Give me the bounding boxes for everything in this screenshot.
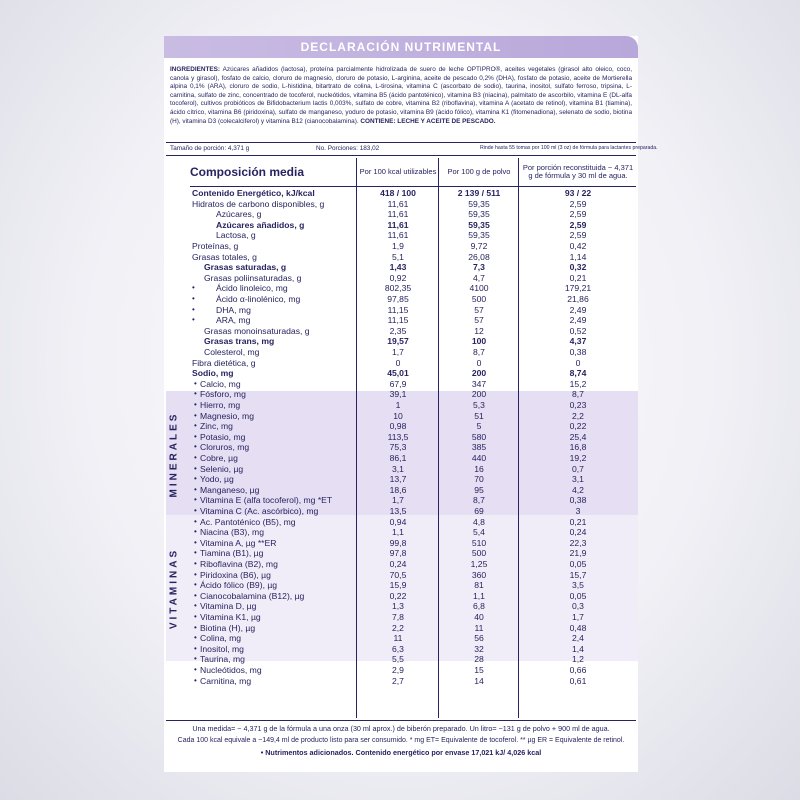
table-row	[166, 358, 636, 369]
table-row	[166, 283, 636, 294]
row-value-c3: 1,14	[569, 251, 587, 262]
row-value-c3: 2,49	[569, 304, 587, 315]
row-value-c1: 2,9	[392, 665, 404, 675]
added-nutrient-marker: •	[192, 315, 195, 325]
row-value-c1: 45,01	[387, 368, 409, 379]
table-row	[166, 570, 636, 581]
row-value-c2: 510	[471, 537, 487, 548]
row-label: Biotina (H), µg	[200, 622, 256, 633]
added-nutrient-marker: •	[194, 410, 197, 420]
row-label: Vitamina K1, µg	[200, 612, 261, 622]
row-label: Vitamina C (Ac. ascórbico), mg	[200, 506, 319, 516]
minerals-side-label: MINERALES	[168, 411, 180, 498]
row-value-c1: 15,9	[389, 580, 407, 591]
row-value-c1: 67,9	[389, 378, 407, 389]
row-value-c2: 6,8	[473, 601, 485, 612]
row-value-c2: 8,7	[473, 495, 485, 506]
row-value-c2: 56	[474, 633, 484, 644]
footer-line-1: Una medida= ~ 4,371 g de la fórmula a una onza (30 ml aprox.) de biberón preparado. Un litro= ~131 g de polvo + 900 ml de agua.	[192, 724, 610, 733]
row-value-c3: 19,2	[569, 453, 587, 463]
added-nutrient-marker: •	[194, 559, 197, 568]
table-row	[166, 442, 636, 453]
row-value-c2: 1,25	[470, 559, 488, 569]
row-label: Hierro, mg	[200, 400, 241, 410]
row-value-c3: 2,59	[569, 209, 587, 220]
table-header	[190, 158, 636, 187]
table-row	[166, 262, 636, 273]
table-row	[166, 305, 636, 316]
row-label: Cianocobalamina (B12), µg	[200, 590, 305, 601]
table-row	[166, 580, 636, 591]
row-value-c3: 0,05	[569, 559, 587, 569]
header-per-100kcal: Por 100 kcal utilizables	[359, 167, 437, 176]
row-value-c2: 69	[474, 506, 484, 516]
row-label: Ácido α-linolénico, mg	[216, 294, 301, 304]
row-label: Zinc, mg	[200, 421, 233, 432]
table-row	[166, 209, 636, 220]
row-value-c2: 2 139 / 511	[457, 188, 501, 198]
table-row	[166, 432, 636, 443]
table-row	[166, 665, 636, 676]
table-row	[166, 252, 636, 263]
row-value-c2: 440	[471, 453, 487, 463]
added-nutrient-marker: •	[194, 506, 197, 515]
table-row	[166, 506, 636, 517]
row-label: Ácido fólico (B9), µg	[200, 580, 278, 591]
row-value-c3: 0	[575, 357, 581, 368]
added-nutrient-marker: •	[194, 612, 197, 621]
row-value-c2: 1,1	[473, 590, 485, 601]
row-value-c3: 0,38	[569, 495, 587, 506]
row-label: Azúcares, g	[216, 209, 262, 220]
row-value-c2: 385	[471, 442, 487, 453]
added-nutrient-marker: •	[194, 484, 197, 494]
row-value-c1: 70,5	[389, 569, 407, 580]
row-label: Fibra dietética, g	[192, 357, 256, 368]
row-value-c3: 0,38	[569, 347, 587, 357]
table-row	[166, 241, 636, 252]
row-value-c3: 0,7	[572, 463, 584, 474]
table-row	[166, 220, 636, 231]
row-value-c1: 11,15	[387, 304, 409, 315]
row-value-c1: 75,3	[389, 442, 407, 453]
header-per-100g: Por 100 g de polvo	[447, 167, 511, 176]
row-value-c2: 200	[471, 389, 487, 400]
row-value-c1: 5,1	[392, 251, 404, 262]
row-value-c3: 1,4	[572, 643, 584, 654]
table-row	[166, 379, 636, 390]
added-nutrient-marker: •	[194, 590, 197, 600]
energy-per-package: Contenido energético por envase 17,021 kJ/ 4,026 kcal	[355, 748, 542, 757]
added-nutrient-marker: •	[192, 304, 195, 314]
added-nutrient-marker: •	[194, 643, 197, 653]
row-value-c3: 21,9	[569, 548, 587, 559]
row-value-c1: 0,22	[389, 590, 407, 601]
row-value-c1: 418 / 100	[380, 188, 416, 198]
row-label: Vitamina E (alfa tocoferol), mg *ET	[200, 495, 333, 506]
row-value-c1: 0,98	[389, 421, 407, 432]
row-label: Magnesio, mg	[200, 410, 254, 421]
row-value-c3: 2,59	[569, 219, 587, 230]
table-row	[166, 485, 636, 496]
row-value-c1: 13,7	[389, 474, 407, 485]
row-value-c3: 2,4	[572, 633, 584, 644]
portion-count: No. Porciones: 183,02	[316, 145, 380, 152]
row-label: Sodio, mg	[192, 368, 234, 379]
row-value-c1: 11,61	[387, 219, 409, 230]
row-value-c1: 11,61	[387, 230, 409, 241]
row-value-c1: 113,5	[387, 431, 409, 442]
row-value-c1: 7,8	[392, 612, 404, 622]
table-row	[166, 315, 636, 326]
added-nutrient-marker: •	[194, 400, 197, 409]
row-label: Hidratos de carbono disponibles, g	[192, 198, 325, 209]
added-nutrient-marker: •	[194, 665, 197, 674]
added-nutrient-marker: •	[194, 527, 197, 537]
row-label: Piridoxina (B6), µg	[200, 569, 271, 580]
portion-bar	[166, 142, 658, 156]
row-label: Inositol, mg	[200, 643, 244, 654]
row-value-c2: 28	[474, 654, 484, 665]
row-value-c2: 12	[474, 325, 484, 336]
row-value-c3: 0,24	[569, 527, 587, 538]
table-row	[166, 654, 636, 665]
added-nutrient-marker: •	[194, 601, 197, 611]
added-nutrient-marker: •	[194, 654, 197, 664]
added-nutrient-marker: •	[194, 569, 197, 579]
row-value-c3: 8,7	[572, 389, 584, 400]
row-value-c3: 1,2	[572, 654, 584, 665]
header-composition: Composición media	[190, 165, 305, 179]
row-value-c3: 0,42	[569, 241, 587, 251]
table-row	[166, 612, 636, 623]
row-value-c3: 0,21	[569, 516, 587, 527]
row-value-c2: 51	[474, 410, 484, 421]
row-label: Lactosa, g	[216, 230, 256, 241]
added-nutrient-marker: •	[194, 537, 197, 547]
row-label: DHA, mg	[216, 304, 251, 315]
row-value-c3: 8,74	[569, 368, 587, 379]
row-value-c3: 21,86	[567, 294, 589, 304]
table-row	[166, 294, 636, 305]
row-value-c3: 0,61	[569, 675, 587, 686]
table-row	[166, 199, 636, 210]
row-label: Colina, mg	[200, 633, 242, 644]
row-value-c2: 7,3	[473, 262, 485, 273]
row-value-c3: 3,5	[572, 580, 584, 591]
added-nutrient-marker: •	[194, 633, 197, 643]
row-value-c1: 0	[395, 357, 401, 368]
row-label: Selenio, µg	[200, 463, 244, 474]
row-value-c2: 8,7	[473, 347, 485, 357]
row-label: Riboflavina (B2), mg	[200, 559, 278, 569]
row-value-c1: 0,92	[389, 272, 407, 283]
row-value-c2: 26,08	[468, 251, 490, 262]
row-value-c3: 0,3	[572, 601, 584, 612]
portion-size: Tamaño de porción: 4,371 g	[170, 145, 250, 152]
row-value-c3: 4,37	[569, 336, 587, 347]
row-value-c1: 1,9	[392, 241, 404, 251]
row-label: Grasas trans, mg	[204, 336, 275, 347]
row-value-c1: 0,24	[389, 559, 407, 569]
row-value-c2: 5,4	[473, 527, 485, 538]
row-label: Grasas poliinsaturadas, g	[204, 272, 302, 283]
ingredients-text: Azúcares añadidos (lactosa), proteína parcialmente hidrolizada de suero de leche OPTIPRO®, aceites vegetales (girasol alto oleico, coco, canola y girasol), fosfato de calcio, cloruro de magnesio, cloruro de potasio, L-arginina, aceite de pescado 0,2% (DHA), fosfato de potasio, aceite de Mortierella alpina 0,1% (ARA), cloruro de sodio, L-histidina, bitartrato de colina, L-tirosina, vitamina C (ascorbato de sodio), taurina, inositol, sulfato ferroso, tripsina, L-carnitina, sulfato de zinc, concentrado de tocoferol, nucleótidos, vitamina B5 (ácido pantoténico), vitamina B3 (niacina), palmitato de ascorbilo, vitamina E (DL-alfa tocoferol), cultivos probióticos de Bifidobacterium lactis 0,003%, sulfato de cobre, vitamina B2 (riboflavina), vitamina A (acetato de retinol), vitamina B1 (tiamina), ácido cítrico, vitamina B6 (piridoxina), sulfato de manganeso, yoduro de potasio, vitamina B9 (ácido fólico), vitamina K1 (fitomenadiona), selenato de sodio, biotina (H), vitamina D3 (colecalciferol) y vitamina B12 (cianocobalamina).	[170, 66, 632, 125]
table-row	[166, 421, 636, 432]
added-nutrient-marker: •	[194, 548, 197, 558]
row-label: Calcio, mg	[200, 378, 241, 389]
row-label: Colesterol, mg	[204, 347, 260, 357]
row-value-c2: 580	[471, 431, 487, 442]
row-label: Contenido Energético, kJ/kcal	[192, 188, 315, 198]
added-nutrient-marker: •	[194, 474, 197, 484]
table-row	[166, 633, 636, 644]
row-value-c2: 4100	[469, 283, 489, 294]
table-row	[166, 453, 636, 464]
row-value-c1: 10	[393, 410, 403, 421]
added-nutrients-note: • Nutrimentos adicionados.	[260, 748, 354, 757]
row-value-c1: 11,61	[387, 198, 409, 209]
table-row	[166, 591, 636, 602]
added-nutrient-marker: •	[194, 495, 197, 505]
row-value-c3: 15,2	[569, 378, 587, 389]
row-value-c1: 1,3	[392, 601, 404, 612]
added-nutrient-marker: •	[194, 580, 197, 590]
table-row	[166, 676, 636, 687]
row-value-c3: 0,52	[569, 325, 587, 336]
row-value-c1: 1	[395, 400, 401, 410]
row-label: Grasas totales, g	[192, 251, 257, 262]
row-value-c2: 4,7	[473, 272, 485, 283]
table-row	[166, 411, 636, 422]
row-value-c2: 15	[474, 665, 484, 675]
vitamins-side-label: VITAMINAS	[168, 547, 180, 630]
row-value-c3: 2,59	[569, 198, 587, 209]
row-label: Ac. Pantoténico (B5), mg	[200, 516, 296, 527]
yield-text: Rinde hasta 55 tomas por 100 ml (3 oz) de fórmula para lactantes preparada.	[480, 145, 658, 151]
footer-line-3	[166, 748, 636, 758]
ingredients-label: INGREDIENTES:	[170, 66, 221, 73]
added-nutrient-marker: •	[194, 421, 197, 431]
added-nutrient-marker: •	[194, 675, 197, 685]
row-value-c2: 95	[474, 484, 484, 495]
table-row	[166, 188, 636, 199]
row-value-c1: 99,8	[389, 537, 407, 548]
row-value-c3: 3,1	[572, 474, 584, 485]
row-value-c1: 97,85	[387, 294, 409, 304]
row-value-c2: 360	[471, 569, 487, 580]
row-label: Manganeso, µg	[200, 484, 260, 495]
row-label: Tiamina (B1), µg	[200, 548, 264, 559]
table-row	[166, 400, 636, 411]
row-value-c1: 1,43	[389, 262, 407, 273]
row-value-c1: 11	[393, 633, 403, 644]
row-label: Vitamina D, µg	[200, 601, 257, 612]
row-value-c1: 2,7	[392, 675, 404, 686]
added-nutrient-marker: •	[194, 378, 197, 388]
row-value-c1: 1,1	[392, 527, 404, 538]
row-label: ARA, mg	[216, 315, 251, 326]
added-nutrient-marker: •	[194, 431, 197, 441]
added-nutrient-marker: •	[194, 463, 197, 473]
table-row	[166, 389, 636, 400]
row-value-c1: 802,35	[384, 283, 412, 294]
allergen-statement: CONTIENE: LECHE Y ACEITE DE PESCADO.	[360, 117, 496, 125]
row-value-c1: 13,5	[389, 506, 407, 516]
row-value-c3: 4,2	[572, 484, 584, 495]
row-value-c1: 1,7	[392, 495, 404, 506]
row-label: Potasio, mg	[200, 431, 246, 442]
table-row	[166, 273, 636, 284]
row-value-c3: 25,4	[569, 431, 587, 442]
row-label: Carnitina, mg	[200, 675, 252, 686]
row-value-c2: 5,3	[473, 400, 485, 410]
table-row	[166, 527, 636, 538]
row-value-c2: 57	[474, 315, 484, 326]
table-row	[166, 474, 636, 485]
added-nutrient-marker: •	[192, 283, 195, 293]
row-value-c2: 16	[474, 463, 484, 474]
row-value-c3: 1,7	[572, 612, 584, 622]
row-value-c2: 9,72	[470, 241, 488, 251]
added-nutrient-marker: •	[192, 294, 195, 303]
row-value-c1: 2,35	[389, 325, 407, 336]
added-nutrient-marker: •	[194, 442, 197, 452]
row-value-c3: 2,59	[569, 230, 587, 241]
table-row	[166, 230, 636, 241]
row-value-c2: 40	[474, 612, 484, 622]
row-value-c1: 39,1	[389, 389, 407, 400]
row-value-c1: 18,6	[389, 484, 407, 495]
row-label: Cloruros, mg	[200, 442, 250, 453]
row-value-c1: 19,57	[387, 336, 409, 347]
row-value-c2: 59,35	[468, 219, 490, 230]
row-label: Niacina (B3), mg	[200, 527, 264, 538]
row-value-c2: 32	[474, 643, 484, 654]
row-label: Proteínas, g	[192, 241, 239, 251]
row-value-c2: 81	[474, 580, 484, 591]
row-value-c2: 347	[471, 378, 487, 389]
table-row	[166, 601, 636, 612]
row-label: Grasas monoinsaturadas, g	[204, 325, 310, 336]
row-label: Grasas saturadas, g	[204, 262, 287, 273]
added-nutrient-marker: •	[194, 453, 197, 462]
row-label: Cobre, µg	[200, 453, 238, 463]
row-value-c3: 16,8	[569, 442, 587, 453]
table-row	[166, 347, 636, 358]
row-value-c3: 0,48	[569, 622, 587, 633]
row-value-c3: 0,21	[569, 272, 587, 283]
table-row	[166, 326, 636, 337]
row-value-c3: 3	[575, 506, 581, 516]
footer-divider	[166, 720, 636, 721]
row-value-c2: 14	[474, 675, 484, 686]
row-value-c3: 15,7	[569, 569, 587, 580]
row-value-c1: 2,2	[392, 622, 404, 633]
row-value-c3: 179,21	[564, 283, 592, 294]
row-value-c1: 3,1	[392, 463, 404, 474]
row-value-c2: 59,35	[468, 198, 490, 209]
row-value-c3: 2,2	[572, 410, 584, 421]
row-value-c2: 11	[474, 622, 484, 633]
row-value-c2: 59,35	[468, 209, 490, 220]
ingredients-block	[170, 66, 632, 126]
table-row	[166, 559, 636, 570]
row-value-c2: 0	[476, 357, 482, 368]
row-value-c3: 0,22	[569, 421, 587, 432]
row-value-c2: 200	[471, 368, 487, 379]
row-value-c1: 11,61	[387, 209, 409, 220]
table-row	[166, 495, 636, 506]
row-label: Ácido linoleico, mg	[216, 283, 288, 294]
row-label: Vitamina A, µg **ER	[200, 537, 277, 548]
table-row	[166, 644, 636, 655]
row-value-c3: 0,66	[569, 665, 587, 675]
row-value-c3: 0,05	[569, 590, 587, 601]
row-label: Yodo, µg	[200, 474, 234, 485]
row-value-c1: 6,3	[392, 643, 404, 654]
table-row	[166, 368, 636, 379]
row-value-c1: 1,7	[392, 347, 404, 357]
row-value-c2: 4,8	[473, 516, 485, 527]
table-row	[166, 517, 636, 528]
row-value-c2: 5	[476, 421, 482, 432]
row-value-c1: 0,94	[389, 516, 407, 527]
added-nutrient-marker: •	[194, 516, 197, 526]
row-value-c2: 100	[471, 336, 487, 347]
row-value-c1: 97,8	[389, 548, 407, 559]
row-value-c3: 0,32	[569, 262, 587, 273]
table-row	[166, 336, 636, 347]
row-value-c3: 22,3	[569, 537, 587, 548]
row-value-c2: 57	[474, 304, 484, 315]
row-label: Azúcares añadidos, g	[216, 219, 305, 230]
table-row	[166, 538, 636, 549]
row-label: Nucleótidos, mg	[200, 665, 262, 675]
header-per-portion: Por porción reconstituida ~ 4,371 g de fórmula y 30 ml de agua.	[522, 163, 634, 180]
row-value-c3: 2,49	[569, 315, 587, 326]
row-label: Fósforo, mg	[200, 389, 246, 400]
row-value-c2: 500	[471, 548, 487, 559]
table-row	[166, 464, 636, 475]
row-value-c3: 0,23	[569, 400, 587, 410]
row-value-c2: 59,35	[468, 230, 490, 241]
row-value-c1: 86,1	[389, 453, 407, 463]
row-value-c1: 5,5	[392, 654, 404, 665]
footer-line-2: Cada 100 kcal equivale a ~149,4 ml de producto listo para ser consumido. * mg ET= Equivalente de tocoferol. ** µg ER = Equivalente de retinol.	[177, 737, 625, 744]
table-row	[166, 623, 636, 634]
table-row	[166, 548, 636, 559]
added-nutrient-marker: •	[194, 389, 197, 399]
added-nutrient-marker: •	[194, 622, 197, 632]
row-value-c2: 70	[474, 474, 484, 485]
row-value-c1: 11,15	[387, 315, 409, 326]
row-value-c2: 500	[471, 294, 487, 304]
row-label: Taurina, mg	[200, 654, 245, 665]
nutrition-header: DECLARACIÓN NUTRIMENTAL	[164, 36, 638, 58]
row-value-c3: 93 / 22	[564, 188, 592, 198]
